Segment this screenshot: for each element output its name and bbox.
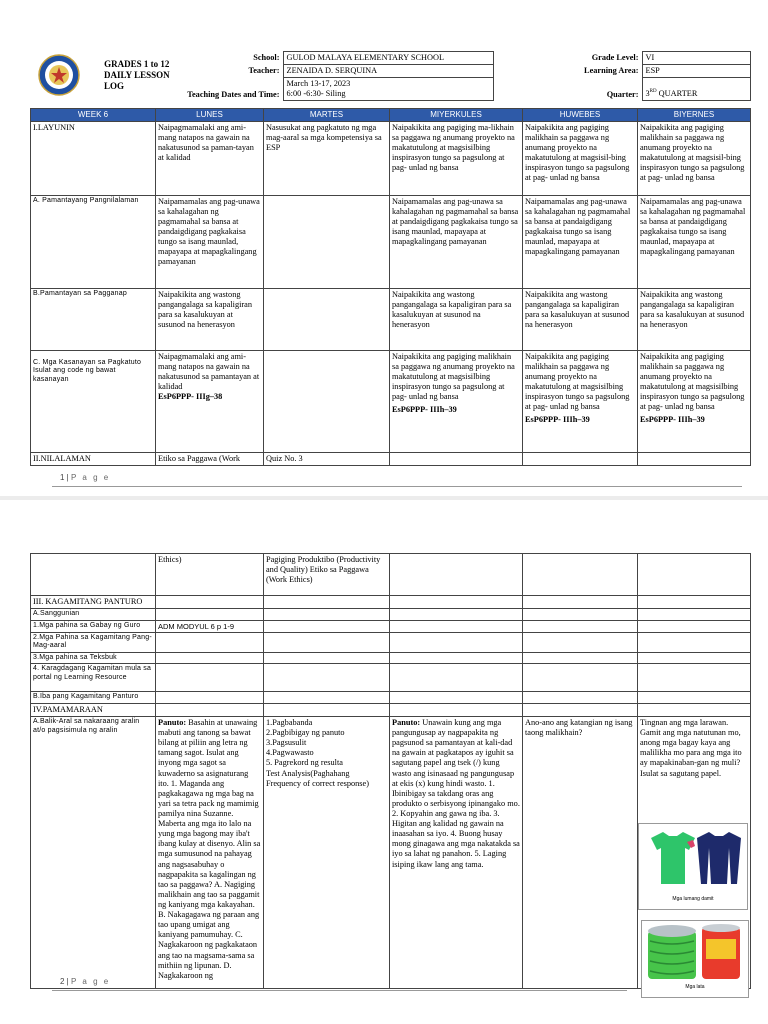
teacher-label: Teacher: — [248, 65, 280, 75]
nilalaman-cont-row — [31, 554, 751, 596]
page-number-2: 2 | P a g e — [60, 977, 111, 986]
quarter-value — [642, 78, 750, 101]
competency-code: EsP6PPP- IIIh–39 — [525, 415, 590, 425]
page-2 — [0, 500, 768, 1024]
cell-martes: Nasusukat ang pagkatuto ng mga mag-aaral sa mga kompetensiya sa ESP — [264, 121, 390, 195]
cell-huwebes: Ano-ano ang katangian ng isang taong malikhain? — [523, 717, 638, 989]
step-6: Test Analysis(Paghahang — [266, 768, 350, 778]
header-info-table — [170, 51, 751, 101]
cell-biyernes — [638, 554, 751, 596]
cans-image — [641, 920, 749, 998]
pagganap-row — [31, 288, 751, 350]
teksbuk-row — [31, 652, 751, 664]
cell-miyerkules — [390, 717, 523, 989]
cell-huwebes — [523, 692, 638, 704]
step-1: 1.Pagbabanda — [266, 718, 313, 728]
day-header-row — [31, 109, 751, 122]
cell-miyerkules — [390, 664, 523, 692]
cell-biyernes — [638, 620, 751, 632]
cell-huwebes — [523, 620, 638, 632]
cell-biyernes — [638, 632, 751, 652]
row-label: II.NILALAMAN — [31, 452, 156, 465]
shirts-icon — [639, 824, 747, 896]
image-caption: Mga lumang damit — [672, 896, 714, 902]
row-label: B.Iba pang Kagamitang Panturo — [31, 692, 156, 704]
step-5: 5. Pagrekord ng resulta — [266, 758, 343, 768]
cell-lunes: ADM MODYUL 6 p 1-9 — [156, 620, 264, 632]
cell-martes — [264, 717, 390, 989]
step-7: Frequency of correct response) — [266, 778, 369, 788]
step-2: 2.Pagbibigay ng panuto — [266, 728, 345, 738]
teacher-value: ZENAIDA D. SERQUINA — [283, 65, 493, 78]
row-label: 1.Mga pahina sa Gabay ng Guro — [31, 620, 156, 632]
image-caption: Mga lata — [685, 984, 705, 990]
cell-martes — [264, 620, 390, 632]
row-label: A.Sanggunian — [31, 609, 156, 621]
cell-biyernes — [638, 452, 751, 465]
cell-huwebes — [523, 652, 638, 664]
row-label: C. Mga Kasanayan sa Pagkatuto Isulat ang code ng bawat kasanayan — [31, 350, 156, 452]
school-label: School: — [253, 52, 280, 62]
cell-miyerkules — [390, 703, 523, 716]
title-line-1: GRADES 1 to 12 — [104, 59, 170, 69]
row-label: A.Balik-Aral sa nakaraang aralin at/o pagsisimula ng aralin — [31, 717, 156, 989]
row-label: I.LAYUNIN — [31, 121, 156, 195]
row-label: A. Pamantayang Pangnilalaman — [31, 195, 156, 288]
cell-biyernes: Naipakikita ang pagiging malikhain sa paggawa ng anumang proyekto na makatutulong at magsisil-bing inspirasyon tungo sa pagsulong at pag- unlad ng bansa — [638, 121, 751, 195]
week-header: WEEK 6 — [31, 109, 156, 122]
step-4: 4.Pagwawasto — [266, 748, 314, 758]
cell-lunes — [156, 692, 264, 704]
page-num: 1 — [60, 473, 65, 482]
layunin-row — [31, 121, 751, 195]
cell-lunes — [156, 596, 264, 609]
cell-lunes: Etiko sa Paggawa (Work — [156, 452, 264, 465]
cell-biyernes — [638, 350, 751, 452]
step-3: 3.Pagsusulit — [266, 738, 307, 748]
cell-biyernes: Naipakikita ang wastong pangangalaga sa kapaligiran para sa kasalukuyan at susunod na henerasyon — [638, 288, 751, 350]
cell-miyerkules: Naipakikita ang wastong pangangalaga sa kapaligiran para sa kasalukuyan at susunod na henerasyon — [390, 288, 523, 350]
cell-miyerkules — [390, 350, 523, 452]
sanggunian-row — [31, 609, 751, 621]
cell-lunes: Naipamamalas ang pag-unawa sa kahalagahan ng pagmamahal sa bansa at pandaigdigang pagkakaisa tungo sa isang maunlad, mapayapa at mapagkalingang pamayanan — [156, 195, 264, 288]
row-label: 3.Mga pahina sa Teksbuk — [31, 652, 156, 664]
cell-lunes: Naipakikita ang wastong pangangalaga sa kapaligiran para sa kasalukuyan at susunod na henerasyon — [156, 288, 264, 350]
karagdagang-row — [31, 664, 751, 692]
cans-icon — [642, 921, 748, 983]
cell-martes — [264, 350, 390, 452]
deped-seal-icon — [38, 54, 80, 96]
competency-code: EsP6PPP- IIIh–39 — [392, 405, 457, 415]
row-label: 2.Mga Pahina sa Kagamitang Pang-Mag-aaral — [31, 632, 156, 652]
dates-text: March 13-17, 2023 — [286, 79, 351, 89]
page-word: P a g e — [70, 473, 111, 482]
row-label — [31, 554, 156, 596]
cell-martes — [264, 652, 390, 664]
quarter-label: Quarter: — [493, 78, 642, 101]
cell-biyernes — [638, 596, 751, 609]
dates-label: Teaching Dates and Time: — [187, 89, 280, 99]
cell-biyernes — [638, 703, 751, 716]
gabay-row — [31, 620, 751, 632]
footer-line — [52, 990, 627, 991]
page-word: P a g e — [70, 977, 111, 986]
cell-miyerkules — [390, 596, 523, 609]
miyerkules-header: MIYERKULES — [390, 109, 523, 122]
cell-miyerkules — [390, 620, 523, 632]
cell-miyerkules: Naipakikita ang pagiging ma-likhain sa paggawa ng anumang proyekto na makatutulong at magsisilbing inspirasyon tungo sa pagsulong at pag- unlad ng bansa — [390, 121, 523, 195]
page-1 — [0, 0, 768, 500]
footer-line — [52, 486, 742, 487]
quarter-num: 3 — [645, 89, 650, 99]
area-value: ESP — [642, 65, 750, 78]
cell-martes — [264, 632, 390, 652]
time-text: 6:00 -6:30- Siling — [286, 89, 346, 99]
kasanayan-text: Naipakikita ang pagiging malikhain sa paggawa ng anumang proyekto na makatutulong at magsisilbing inspirasyon tungo sa pagsulong at pag- unlad ng bansa — [525, 351, 630, 412]
nilalaman-row — [31, 452, 751, 465]
cell-huwebes: Naipakikita ang wastong pangangalaga sa kapaligiran para sa kasalukuyan at susunod na henerasyon — [523, 288, 638, 350]
cell-lunes — [156, 703, 264, 716]
cell-biyernes — [638, 652, 751, 664]
cell-miyerkules — [390, 609, 523, 621]
cell-lunes: Ethics) — [156, 554, 264, 596]
school-value: GULOD MALAYA ELEMENTARY SCHOOL — [283, 52, 493, 65]
balik-aral-text: Basahin at unawaing mabuti ang tanong sa bawat bilang at piliin ang letra ng tamang sagot. Isulat ang inyong mga sagot sa kuwaderno sa asignaturang ito. 1. Maganda ang pagkakagawa ng mga bag na yari sa tetra pack ng mamimig pamilya nina Suzanne. Maberta ang mga ito lalo na yung mga bagong may iba't ibang kulay at disenyo. Alin sa mga sumusunod na pahayag ang nagsasabuhay o nagpapakita sa kagalingan ng tao sa paggawa? A. Nagiging malikhain ang tao sa paggamit ng kaniyang mga kakayahan. B. Nakagagawa ng paraan ang tao upang umigat ang kaniyang pamumuhay. C. Nagkakaroon ng pagkakataon ang tao na magsama-sama sa mithiin ng lipunan. D. Nagkakaroon ng — [158, 718, 261, 980]
cell-biyernes — [638, 609, 751, 621]
cell-martes — [264, 195, 390, 288]
kasanayan-text: Naipakikita ang pagiging malikhain sa paggawa ng anumang proyekto na makatutulong at magsisilbing inspirasyon tungo sa pagsulong at pag- unlad ng bansa — [640, 351, 745, 412]
cell-biyernes — [638, 692, 751, 704]
grade-label: Grade Level: — [493, 52, 642, 65]
page-num: 2 — [60, 977, 65, 986]
page-number-1: 1 | P a g e — [60, 473, 111, 482]
quarter-sup: RD — [649, 89, 657, 95]
cell-martes: Pagiging Produktibo (Productivity and Quality) Etiko sa Paggawa (Work Ethics) — [264, 554, 390, 596]
dll-title — [104, 59, 170, 91]
competency-code: EsP6PPP- IIIh–39 — [640, 415, 705, 425]
cell-lunes: Naipagmamalaki ang ami-mang natapos na gawain na nakatusunod sa paman-tayan at kalidad — [156, 121, 264, 195]
cell-lunes — [156, 350, 264, 452]
panuto-label: Panuto: — [392, 718, 421, 728]
balik-aral-text: Tingnan ang mga larawan. Gamit ang mga natutunan mo, anong mga bagay kaya ang malilikha mo para ang mga ito ay mapakinaban-gan ng muli? Isulat sa sagutang papel. — [640, 718, 742, 778]
cell-huwebes — [523, 664, 638, 692]
cell-martes: Quiz No. 3 — [264, 452, 390, 465]
cell-martes — [264, 609, 390, 621]
kasanayan-text: Naipagmamalaki ang ami-mang natapos na gawain na nakatusunod sa pamantayan at kalidad — [158, 351, 260, 392]
cell-huwebes — [523, 554, 638, 596]
cell-huwebes — [523, 632, 638, 652]
pangnilalaman-row — [31, 195, 751, 288]
kagamitan-row — [31, 596, 751, 609]
old-clothes-image — [638, 823, 748, 910]
huwebes-header: HUWEBES — [523, 109, 638, 122]
cell-huwebes — [523, 703, 638, 716]
cell-lunes — [156, 609, 264, 621]
row-label: B.Pamantayan sa Pagganap — [31, 288, 156, 350]
cell-biyernes — [638, 664, 751, 692]
martes-header: MARTES — [264, 109, 390, 122]
iba-row — [31, 692, 751, 704]
cell-miyerkules — [390, 692, 523, 704]
cell-miyerkules: Naipamamalas ang pag-unawa sa kahalagahan ng pagmamahal sa bansa at pandaigdigang pagkakaisa tungo sa isang maunlad, mapayapa at mapagkalingang pamayanan — [390, 195, 523, 288]
cell-martes — [264, 692, 390, 704]
cell-martes — [264, 664, 390, 692]
cell-lunes — [156, 632, 264, 652]
cell-miyerkules — [390, 452, 523, 465]
cell-huwebes — [523, 452, 638, 465]
dll-table-page-1 — [30, 108, 751, 466]
cell-lunes — [156, 717, 264, 989]
panuto-label: Panuto: — [158, 718, 187, 728]
cell-huwebes — [523, 596, 638, 609]
title-line-2: DAILY LESSON — [104, 69, 170, 80]
cell-lunes — [156, 664, 264, 692]
cell-martes — [264, 703, 390, 716]
cell-huwebes: Naipakikita ang pagiging malikhain sa paggawa ng anumang proyekto na makatutulong at magsisil-bing inspirasyon tungo sa pagsulong at pag- unlad ng bansa — [523, 121, 638, 195]
cell-huwebes — [523, 350, 638, 452]
cell-miyerkules — [390, 554, 523, 596]
cell-miyerkules — [390, 632, 523, 652]
kasanayan-text: Naipakikita ang pagiging malikhain sa paggawa ng anumang proyekto na makatutulong at magsisilbing inspirasyon tungo sa pagsulong at pag- unlad ng bansa — [392, 351, 515, 402]
kagamitang-row — [31, 632, 751, 652]
balik-aral-text: Unawain kung ang mga pangungusap ay nagpapakita ng pagsunod sa pamantayan at kali-dad na gawain at pagkatapos ay iguhit sa sagutang papel ang tsek (/) kung wasto ang isinasaad ng pangungusap at ekis (x) kung hindi wasto. 1. Ibinibigay sa takdang oras ang produkto o serbisyong ipinangako mo. 2. Kopyahin ang gawa ng iba. 3. Higitan ang kalidad ng gawain na inaasahan sa iyo. 4. Buong husay mong ginagawa ang mga nakatakda sa iyo sa lahat ng panahon. 5. Laging isiping ikaw lang ang tama. — [392, 718, 520, 869]
cell-martes — [264, 596, 390, 609]
cell-huwebes — [523, 609, 638, 621]
competency-code: EsP6PPP- IIIg–38 — [158, 392, 223, 402]
cell-miyerkules — [390, 652, 523, 664]
pamamaraan-row — [31, 703, 751, 716]
cell-martes — [264, 288, 390, 350]
row-label: III. KAGAMITANG PANTURO — [31, 596, 156, 609]
area-label: Learning Area: — [493, 65, 642, 78]
row-label: 4. Karagdagang Kagamitan mula sa portal ng Learning Resource — [31, 664, 156, 692]
title-line-3: LOG — [104, 80, 125, 91]
dates-value — [283, 78, 493, 101]
lunes-header: LUNES — [156, 109, 264, 122]
cell-biyernes: Naipamamalas ang pag-unawa sa kahalagahan ng pagmamahal sa bansa at pandaigdigang pagkakaisa tungo sa isang maunlad, mapayapa at mapagkalingang pamayanan — [638, 195, 751, 288]
cell-lunes — [156, 652, 264, 664]
biyernes-header: BIYERNES — [638, 109, 751, 122]
kasanayan-row — [31, 350, 751, 452]
cell-huwebes: Naipamamalas ang pag-unawa sa kahalagahan ng pagmamahal sa bansa at pandaigdigang pagkakaisa tungo sa isang maunlad, mapayapa at mapagkalingang pamayanan — [523, 195, 638, 288]
quarter-word: QUARTER — [656, 89, 698, 99]
row-label: IV.PAMAMARAAN — [31, 703, 156, 716]
grade-value: VI — [642, 52, 750, 65]
